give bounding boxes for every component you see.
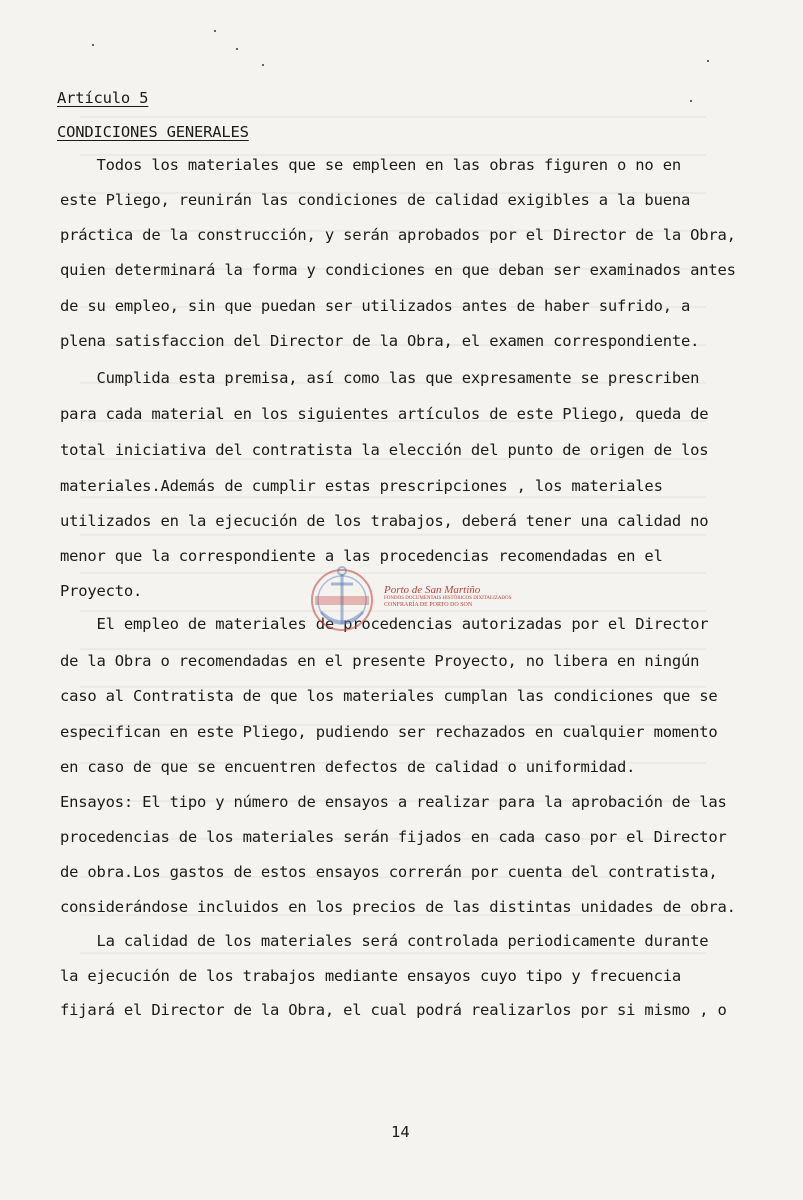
body-line: Todos los materiales que se empleen en las obras figuren o no en [60,156,681,174]
body-line: de la Obra o recomendadas en el presente Proyecto, no libera en ningún [60,652,700,670]
anchor-seal-icon [305,560,380,640]
watermark-title: Porto de San Martiño [384,584,481,596]
body-line: utilizados en la ejecución de los trabajos, deberá tener una calidad no [60,512,709,530]
scan-speck [214,30,216,32]
body-line: especifican en este Pliego, pudiendo ser rechazados en cualquier momento [60,723,718,741]
scan-speck [707,60,709,62]
archive-watermark [384,584,524,609]
body-line: este Pliego, reunirán las condiciones de calidad exigibles a la buena [60,191,691,209]
body-line: la ejecución de los trabajos mediante ensayos cuyo tipo y frecuencia [60,967,681,985]
body-line: de obra.Los gastos de estos ensayos correrán por cuenta del contratista, [60,863,718,881]
body-line: menor que la correspondiente a las procedencias recomendadas en el [60,547,663,565]
article-heading: Artículo 5 [57,89,149,107]
body-line: Ensayos: El tipo y número de ensayos a realizar para la aprobación de las [60,793,727,811]
scan-speck [236,48,238,50]
body-line: Cumplida esta premisa, así como las que expresamente se prescriben [60,369,700,387]
page-number: 14 [391,1123,410,1141]
scan-speck [262,64,264,66]
body-line: Proyecto. [60,582,143,600]
watermark-line-2: CONFRARÍA DE PORTO DO SON [384,602,473,608]
body-line: caso al Contratista de que los materiales cumplan las condiciones que se [60,687,718,705]
watermark-line-1: FONDOS DOCUMENTAIS HISTÓRICOS DIXITALIZADOS [384,596,512,601]
body-line: en caso de que se encuentren defectos de calidad o uniformidad. [60,758,636,776]
body-line: quien determinará la forma y condiciones en que deban ser examinados antes [60,261,736,279]
scan-speck [690,100,692,102]
body-line: considerándose incluidos en los precios de las distintas unidades de obra. [60,898,736,916]
body-line: El empleo de materiales de procedencias autorizadas por el Director [60,615,709,633]
body-line: plena satisfaccion del Director de la Obra, el examen correspondiente. [60,332,700,350]
body-line: de su empleo, sin que puedan ser utilizados antes de haber sufrido, a [60,297,691,315]
scan-speck [92,44,94,46]
body-line: procedencias de los materiales serán fijados en cada caso por el Director [60,828,727,846]
section-heading: CONDICIONES GENERALES [57,123,249,141]
body-line: práctica de la construcción, y serán aprobados por el Director de la Obra, [60,226,736,244]
body-line: para cada material en los siguientes artículos de este Pliego, queda de [60,405,709,423]
body-line: materiales.Además de cumplir estas prescripciones , los materiales [60,477,663,495]
body-line: fijará el Director de la Obra, el cual podrá realizarlos por si mismo , o [60,1001,727,1019]
body-line: total iniciativa del contratista la elección del punto de origen de los [60,441,709,459]
body-line: La calidad de los materiales será controlada periodicamente durante [60,932,709,950]
